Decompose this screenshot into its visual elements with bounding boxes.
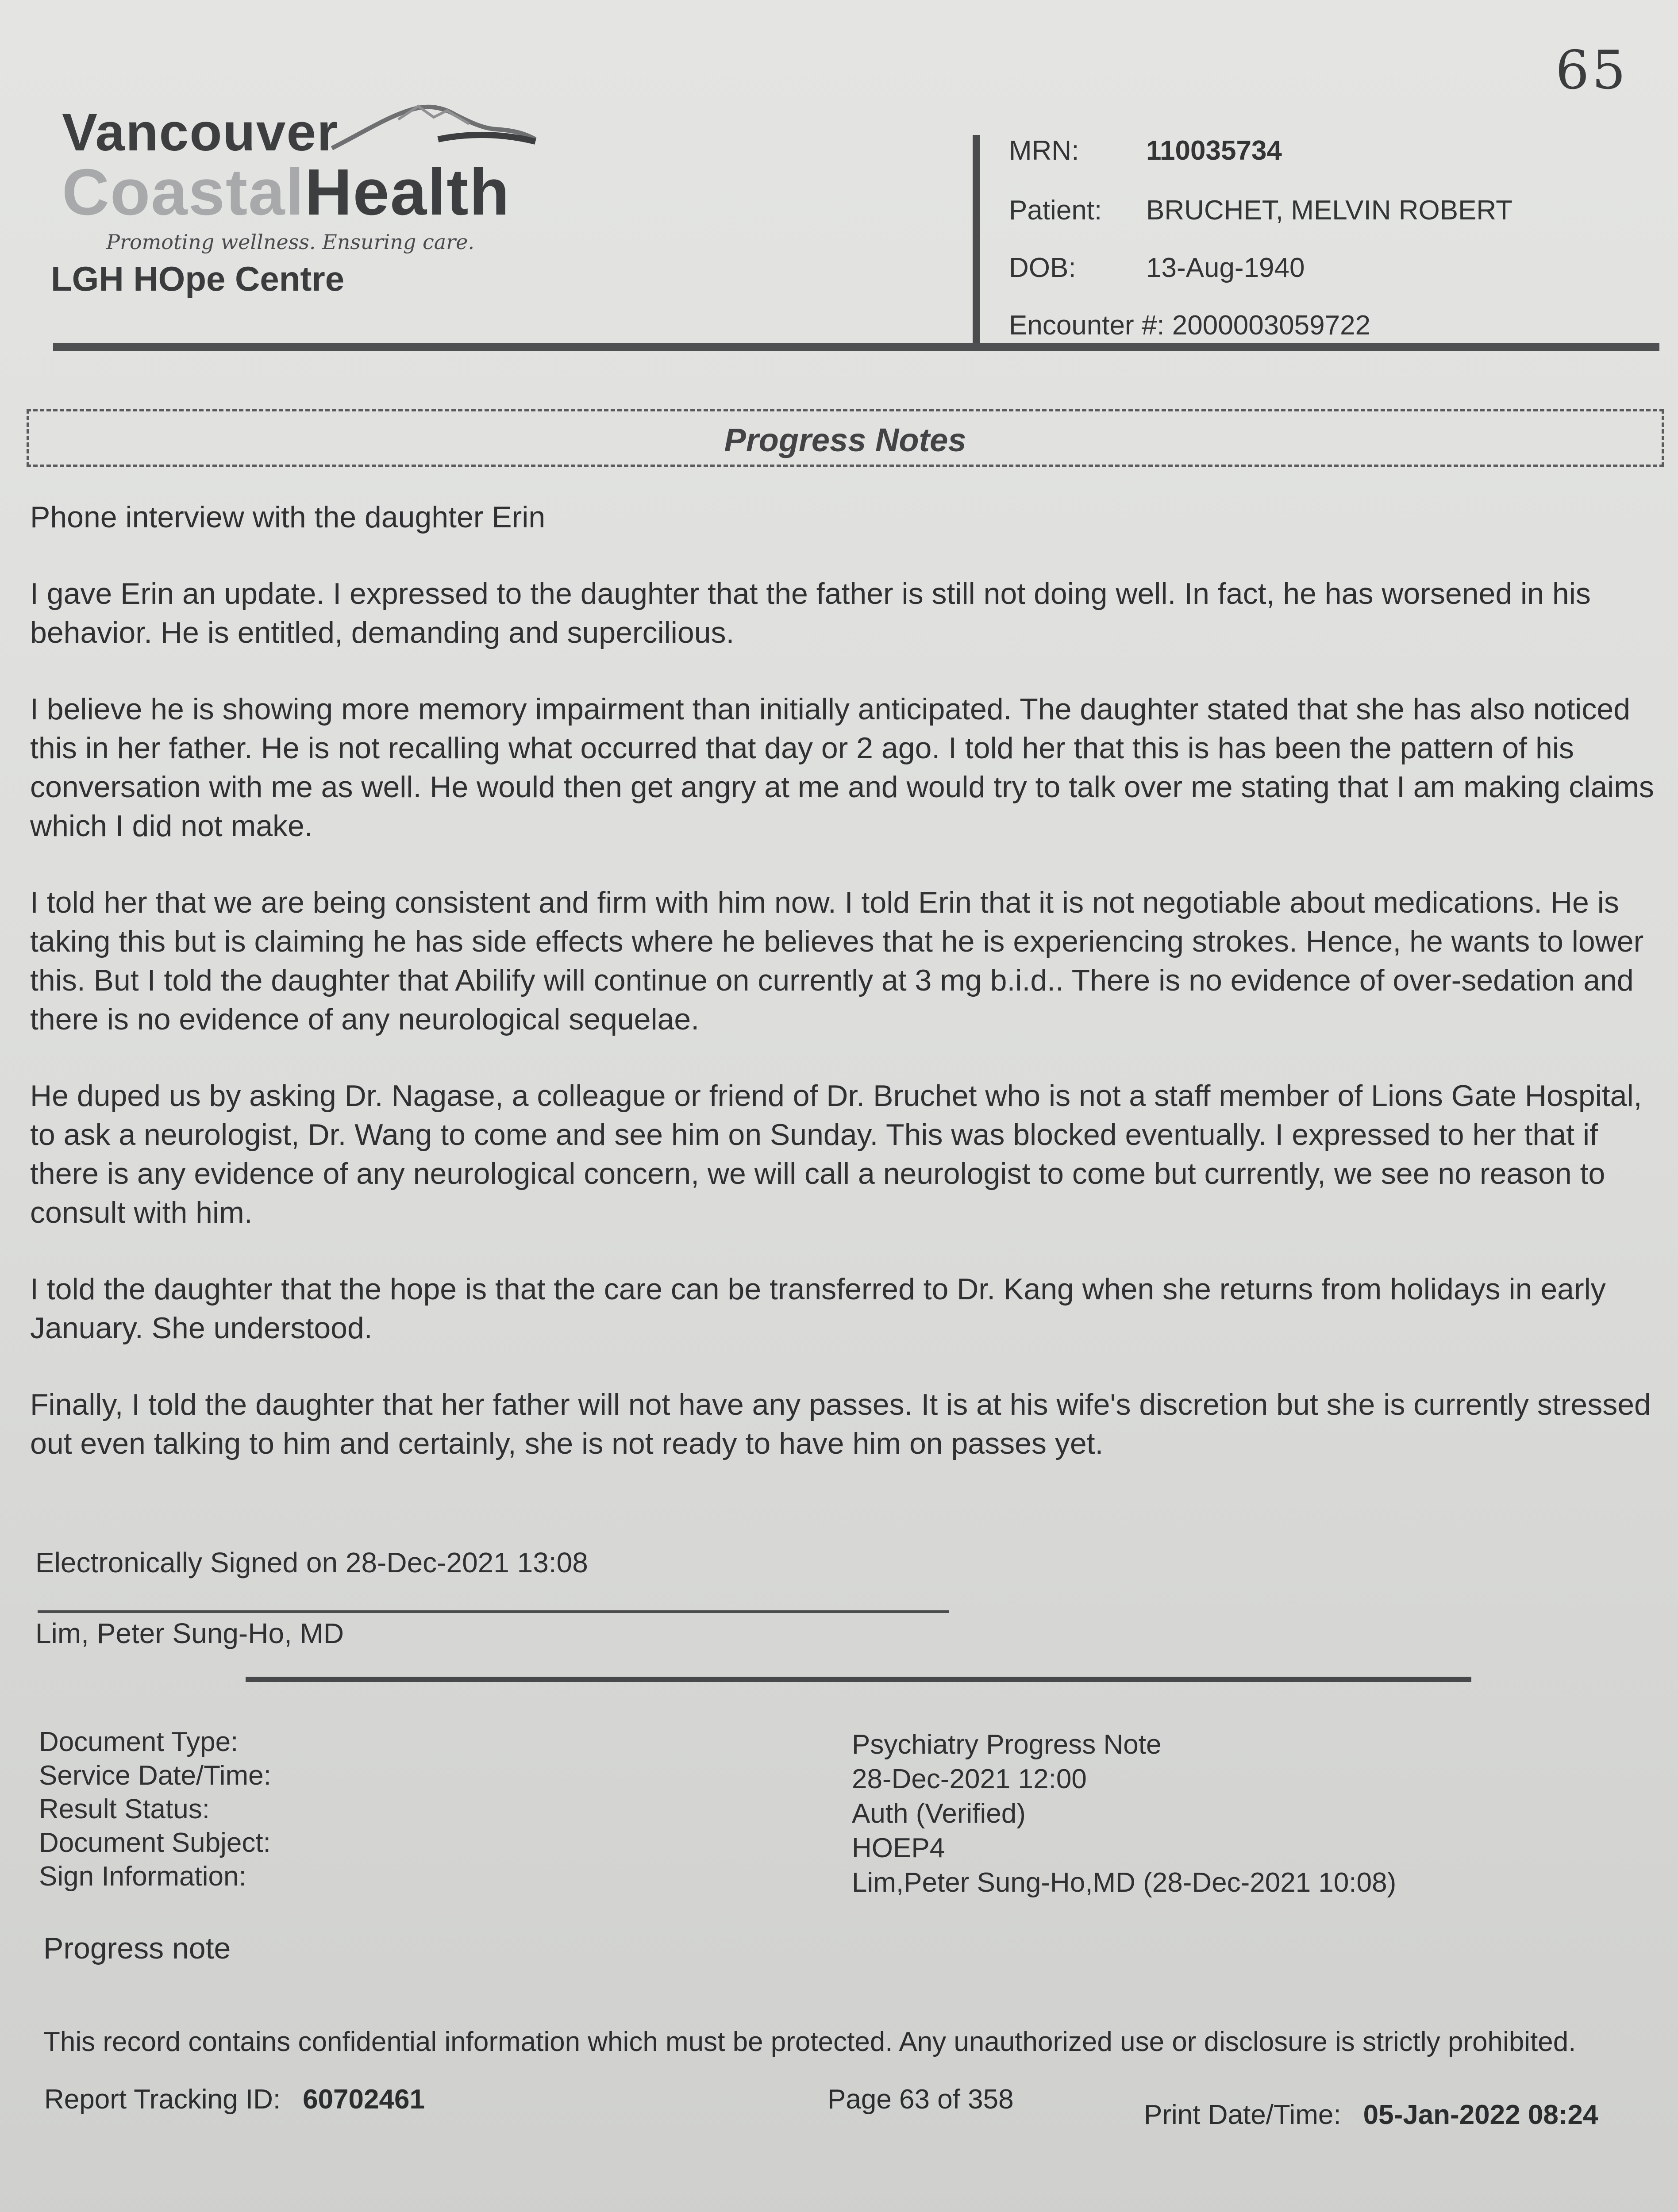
- progress-note-label: Progress note: [43, 1932, 231, 1965]
- dob-label: DOB:: [1009, 253, 1076, 283]
- meta-label: Result Status:: [39, 1794, 210, 1824]
- encounter-text: Encounter #: 2000003059722: [1009, 310, 1371, 341]
- progress-notes-header-box: [27, 409, 1664, 467]
- section-title: Progress Notes: [724, 422, 966, 458]
- meta-label: Service Date/Time:: [39, 1760, 271, 1791]
- vch-logo: [62, 97, 549, 265]
- meta-value: HOEP4: [852, 1833, 945, 1863]
- header-horizontal-divider: [53, 343, 1659, 351]
- dob-value: 13-Aug-1940: [1146, 253, 1305, 283]
- meta-value: Auth (Verified): [852, 1798, 1026, 1829]
- signature-rule-thick: [246, 1677, 1471, 1682]
- meta-value: Psychiatry Progress Note: [852, 1729, 1162, 1760]
- note-paragraph: I believe he is showing more memory impairment than initially anticipated. The daughter stated that she has also noticed this in her father. He is not recalling what occurred that day or 2 ago. I told her that this is has been the pattern of his conversation with me as well. He would then get angry at me and would try to talk over me stating that I am making claims which I did not make.: [30, 692, 1654, 843]
- meta-label: Sign Information:: [39, 1861, 246, 1892]
- logo-text-health: Health: [304, 156, 510, 229]
- signature-rule: [38, 1610, 949, 1613]
- patient-name-value: BRUCHET, MELVIN ROBERT: [1146, 195, 1513, 226]
- meta-label: Document Subject:: [39, 1828, 271, 1858]
- logo-tagline: Promoting wellness. Ensuring care.: [106, 230, 475, 254]
- patient-label: Patient:: [1009, 195, 1102, 226]
- confidentiality-notice: This record contains confidential information which must be protected. Any unauthorized use or disclosure is strictly prohibited.: [43, 2027, 1576, 2057]
- note-body: [30, 498, 1663, 1501]
- header-vertical-divider: [973, 135, 980, 349]
- mrn-label: MRN:: [1009, 135, 1079, 166]
- note-paragraph: I told her that we are being consistent and firm with him now. I told Erin that it is not negotiable about medications. He is taking this but is claiming he has side effects where he believes that he is experiencing strokes. Hence, he wants to lower this. But I told the daughter that Abilify will continue on currently at 3 mg b.i.d.. There is no evidence of over-sedation and there is no evidence of any neurological sequelae.: [30, 886, 1644, 1036]
- page-indicator: Page 63 of 358: [827, 2084, 1014, 2115]
- note-paragraph: I told the daughter that the hope is that the care can be transferred to Dr. Kang when she returns from holidays in early January. She understood.: [30, 1272, 1606, 1345]
- meta-value: Lim,Peter Sung-Ho,MD (28-Dec-2021 10:08): [852, 1867, 1397, 1898]
- document-meta-labels: [39, 1725, 271, 1893]
- document-meta-values: [852, 1728, 1396, 1900]
- tracking-label: Report Tracking ID:: [44, 2084, 281, 2115]
- meta-label: Document Type:: [39, 1727, 239, 1757]
- tracking-id: 60702461: [303, 2084, 425, 2115]
- signer-name: Lim, Peter Sung-Ho, MD: [35, 1617, 344, 1649]
- note-paragraph: He duped us by asking Dr. Nagase, a colleague or friend of Dr. Bruchet who is not a staff member of Lions Gate Hospital, to ask a neurologist, Dr. Wang to come and see him on Sunday. This was blocked eventually. I expressed to her that if there is any evidence of any neurological concern, we will call a neurologist to come but currently, we see no reason to consult with him.: [30, 1079, 1642, 1229]
- print-date-time: [1144, 2099, 1598, 2131]
- mrn-value: 110035734: [1146, 135, 1282, 166]
- electronic-signature-line: Electronically Signed on 28-Dec-2021 13:08: [35, 1547, 588, 1578]
- meta-value: 28-Dec-2021 12:00: [852, 1764, 1087, 1794]
- print-label: Print Date/Time:: [1144, 2100, 1341, 2130]
- logo-text-coastal: Coastal: [62, 156, 305, 229]
- mountain-icon: [327, 97, 540, 155]
- note-paragraph: Phone interview with the daughter Erin: [30, 500, 546, 534]
- logo-text-coastal-health: [62, 155, 510, 230]
- handwritten-page-number: 65: [1555, 40, 1628, 101]
- logo-text-vancouver: Vancouver: [62, 103, 339, 162]
- note-paragraph: I gave Erin an update. I expressed to the daughter that the father is still not doing well. In fact, he has worsened in his behavior. He is entitled, demanding and supercilious.: [30, 577, 1591, 649]
- site-name: LGH HOpe Centre: [51, 259, 345, 298]
- note-paragraph: Finally, I told the daughter that her father will not have any passes. It is at his wife's discretion but she is currently stressed out even talking to him and certainly, she is not ready to have him on passes yet.: [30, 1388, 1651, 1460]
- report-tracking: [44, 2084, 425, 2115]
- print-value: 05-Jan-2022 08:24: [1363, 2100, 1598, 2130]
